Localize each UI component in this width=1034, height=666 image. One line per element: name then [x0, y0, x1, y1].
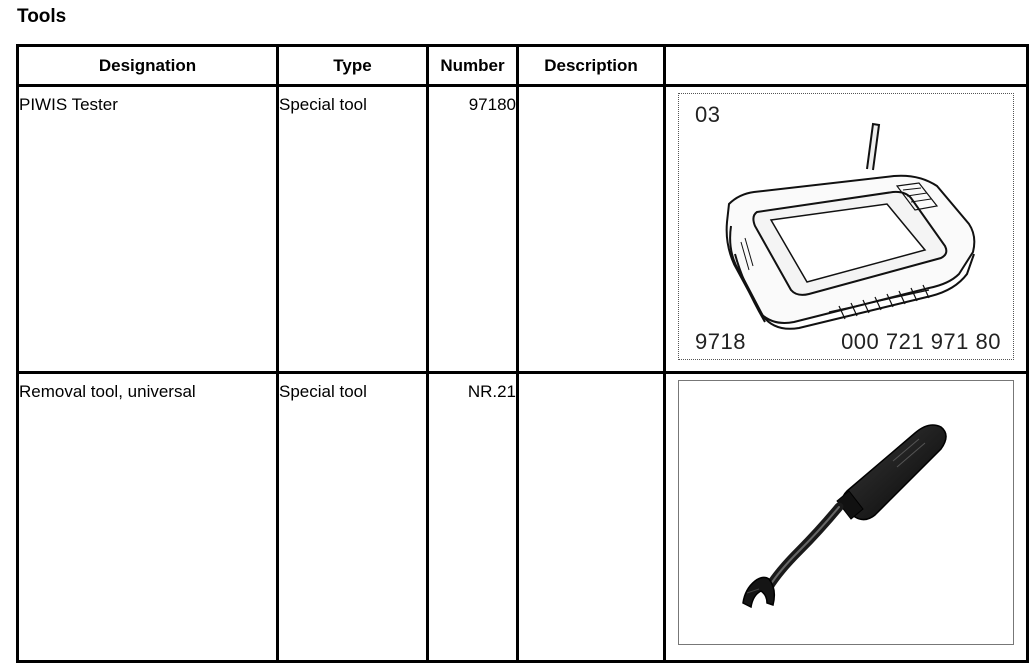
view-number-label: 03: [695, 102, 721, 127]
part-number-short-label: 9718: [695, 329, 746, 354]
cell-number: NR.21: [428, 373, 518, 662]
removal-tool-image: [678, 380, 1014, 645]
header-type: Type: [278, 46, 428, 86]
cell-image: [665, 86, 1028, 373]
cell-description: [518, 373, 665, 662]
piwis-tester-icon: [679, 94, 1006, 359]
header-description: Description: [518, 46, 665, 86]
cell-type: Special tool: [278, 373, 428, 662]
table-row: [18, 86, 1028, 373]
cell-designation: PIWIS Tester: [18, 86, 278, 373]
tools-table: [16, 44, 1029, 663]
page-title: Tools: [17, 6, 67, 27]
table-header-row: [18, 46, 1028, 86]
header-image: [665, 46, 1028, 86]
cell-number: 97180: [428, 86, 518, 373]
piwis-tester-image: [678, 93, 1014, 360]
removal-tool-icon: [679, 381, 1006, 644]
cell-designation: Removal tool, universal: [18, 373, 278, 662]
header-number: Number: [428, 46, 518, 86]
header-designation: Designation: [18, 46, 278, 86]
part-number-long-label: 000 721 971 80: [841, 329, 1001, 354]
cell-type: Special tool: [278, 86, 428, 373]
cell-image: [665, 373, 1028, 662]
table-row: [18, 373, 1028, 662]
cell-description: [518, 86, 665, 373]
